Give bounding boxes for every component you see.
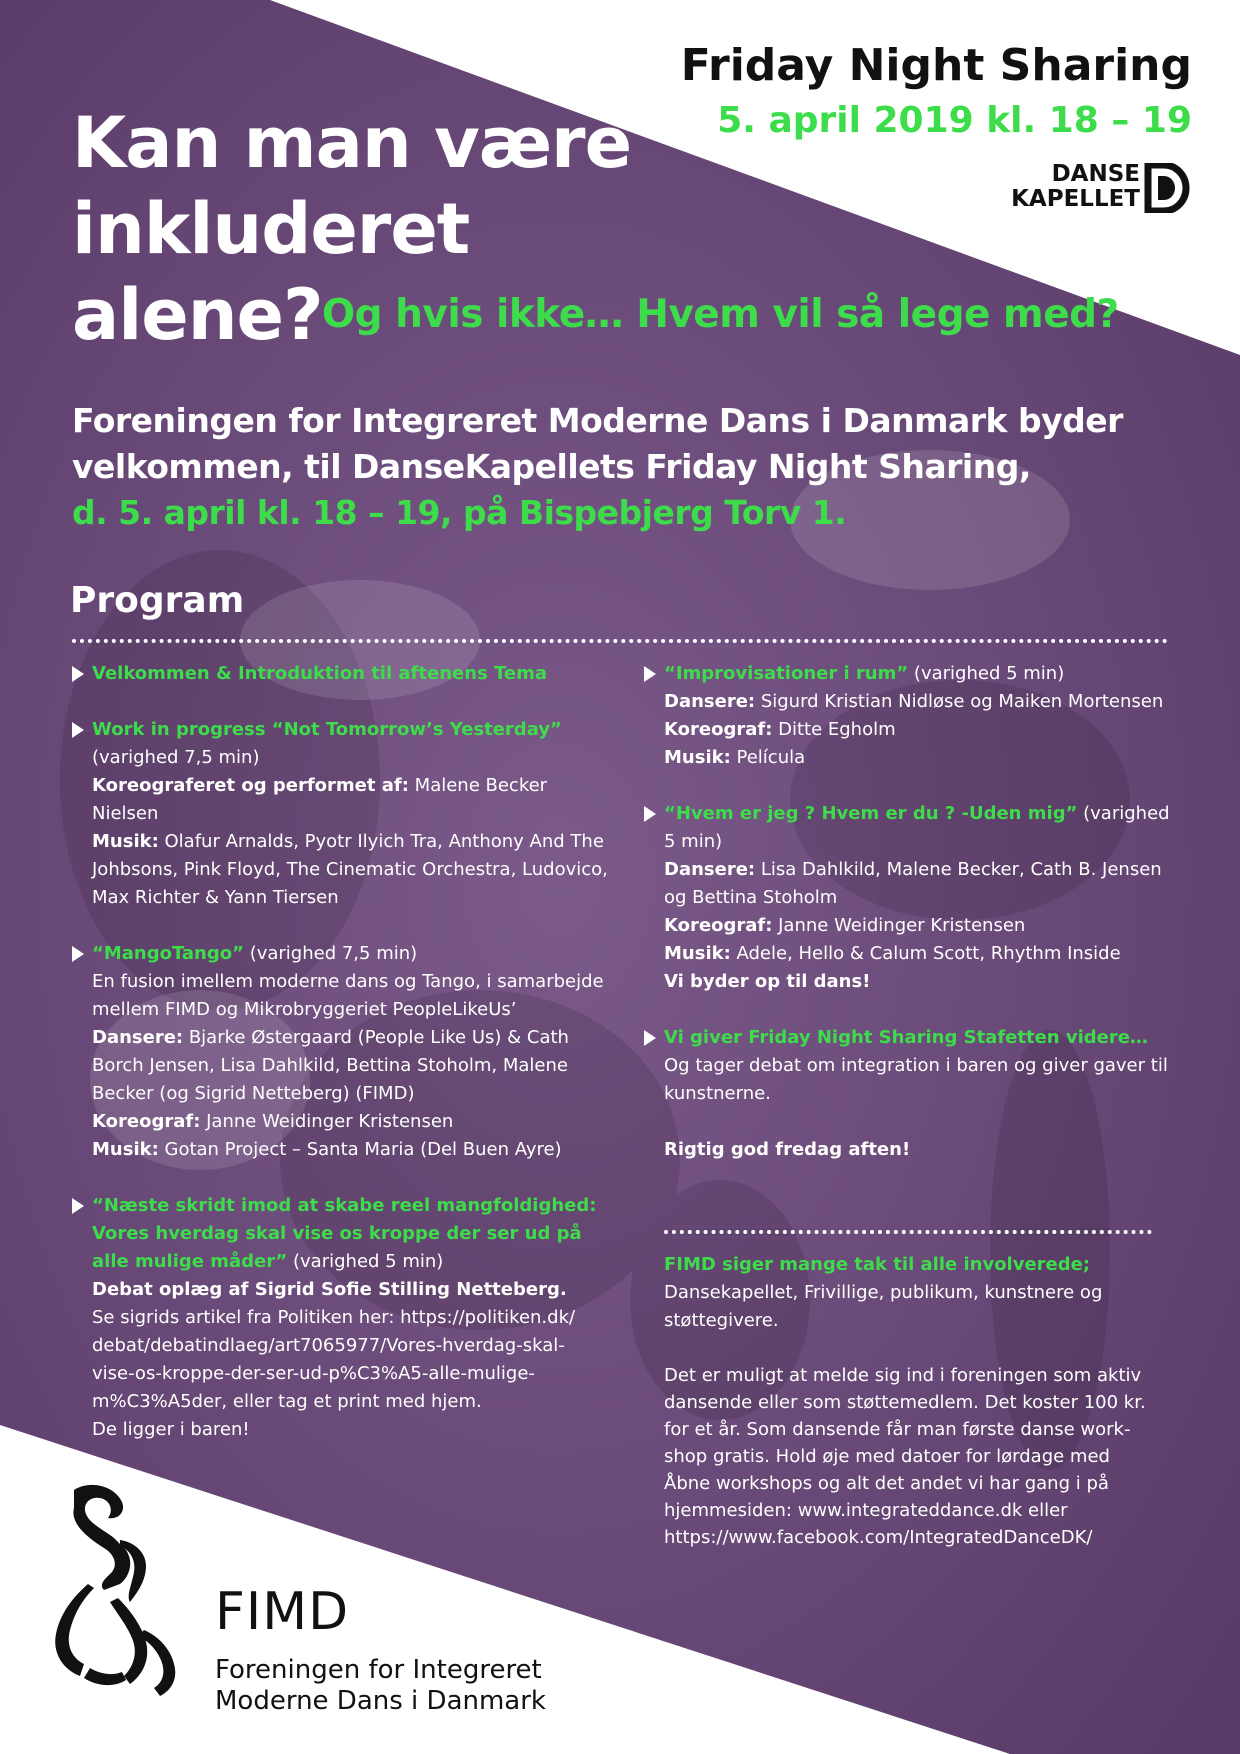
choreo-value: Malene Becker Nielsen [92,775,548,824]
program-item-title: Velkommen & Introduktion til aftenens Tema [92,663,548,684]
arrow-right-icon [644,1030,656,1046]
danse-kapellet-logo [1007,160,1192,216]
membership-text: Det er muligt at melde sig ind i foreningen som aktiv dansende eller som støttemedlem. Det koster 100 kr. for et år. Som dansende får man første danse work- shop gratis. Hold øje med datoer for lørdage med Åbne workshops og alt det andet vi har gang i på hjemmesiden: www.integrateddance.dk eller https://www.facebook.com/IntegratedDanceDK/ [664,1365,1146,1548]
program-left-column [72,660,612,1472]
program-item-title: “MangoTango” [92,943,244,964]
fimd-full-line-2: Moderne Dans i Danmark [215,1686,546,1716]
music-label: Musik: [92,831,159,852]
program-item [72,940,612,1164]
program-item [72,1192,612,1444]
dancers-value: Lisa Dahlkild, Malene Becker, Cath B. Jensen og Bettina Stoholm [664,859,1162,908]
music-value: Adele, Hello & Calum Scott, Rhythm Inside [730,943,1121,964]
spacer [664,1108,1174,1136]
event-date: 5. april 2019 kl. 18 – 19 [717,100,1192,141]
arrow-right-icon [72,666,84,682]
arrow-right-icon [644,666,656,682]
program-item-note: De ligger i baren! [92,1419,250,1440]
program-item-dancers [664,688,1174,716]
program-item-title: Vi giver Friday Night Sharing Stafetten videre… [664,1027,1148,1048]
program-item-dancers [664,856,1174,912]
music-value: Película [730,747,806,768]
choreo-value: Janne Weidinger Kristensen [200,1111,454,1132]
music-value: Olafur Arnalds, Pyotr Ilyich Tra, Anthony And The Johbsons, Pink Floyd, The Cinematic Orchestra, Ludovico, Max Richter & Yann Tiersen [92,831,608,908]
program-item-choreo [664,912,1174,940]
choreo-value: Janne Weidinger Kristensen [772,915,1026,936]
program-item [644,660,1174,772]
program-item-dancers [92,1024,612,1108]
intro-text [72,398,1172,536]
intro-line-3: d. 5. april kl. 18 – 19, på Bispebjerg Torv 1. [72,493,847,532]
fimd-name: FIMD [215,1582,350,1642]
fimd-full-line-1: Foreningen for Integreret [215,1655,542,1685]
choreo-label: Koreograf: [92,1111,201,1132]
dancers-label: Dansere: [664,859,756,880]
danse-kapellet-logo-line1: DANSE [1051,161,1140,187]
danse-kapellet-d-icon [1144,163,1192,213]
fimd-dancer-logo [34,1480,194,1700]
arrow-right-icon [72,1198,84,1214]
arrow-right-icon [72,946,84,962]
arrow-right-icon [644,806,656,822]
choreo-value: Ditte Egholm [772,719,896,740]
dotted-divider [664,1230,1152,1234]
program-item-invite: Vi byder op til dans! [664,971,871,992]
program-item-closing: Rigtig god fredag aften! [664,1139,911,1160]
music-label: Musik: [92,1139,159,1160]
intro-line-2: velkommen, til DanseKapellets Friday Night Sharing, [72,447,1031,486]
program-item-title: Work in progress “Not Tomorrow’s Yesterday” [92,719,562,740]
program-item-duration: (varighed 5 min) [287,1251,444,1272]
thanks-text: Dansekapellet, Frivillige, publikum, kunstnere og støttegivere. [664,1282,1103,1331]
program-item-music [664,940,1174,968]
dancers-label: Dansere: [92,1027,184,1048]
program-item-duration: (varighed 7,5 min) [92,747,260,768]
event-title: Friday Night Sharing [680,40,1192,91]
headline: Kan man være inkluderet alene? [72,102,632,356]
program-item-title: “Hvem er jeg ? Hvem er du ? -Uden mig” [664,803,1078,824]
dancers-value: Bjarke Østergaard (People Like Us) & Cath Borch Jensen, Lisa Dahlkild, Bettina Stoholm, Malene Becker (og Sigrid Netteberg) (FIMD) [92,1027,569,1104]
dancers-label: Dansere: [664,691,756,712]
program-item-choreo [92,1108,612,1136]
program-item-choreo [92,772,612,828]
program-item-music [92,828,612,912]
subheadline: Og hvis ikke… Hvem vil så lege med? [322,292,1119,337]
choreo-label: Koreograferet og performet af: [92,775,409,796]
program-item-description: Se sigrids artikel fra Politiken her: https://politiken.dk/ debat/debatindlaeg/art7065977/Vores-hverdag-skal- vise-os-kroppe-der-ser-ud-p%C3%A5-alle-mulige- m%C3%A5der, eller tag et print med hjem. [92,1307,576,1412]
intro-line-1: Foreningen for Integreret Moderne Dans i Danmark byder [72,401,1123,440]
fimd-full-name [215,1655,546,1717]
dotted-divider [72,639,1168,643]
program-item [644,800,1174,996]
program-item-duration: (varighed 5 min) [908,663,1065,684]
program-item-choreo [664,716,1174,744]
program-item-description: Og tager debat om integration i baren og giver gaver til kunstnerne. [664,1055,1168,1104]
program-item-music [92,1136,612,1164]
music-label: Musik: [664,747,731,768]
program-right-column [644,660,1174,1192]
choreo-label: Koreograf: [664,719,773,740]
program-item-duration: (varighed 7,5 min) [243,943,418,964]
program-item-title: “Improvisationer i rum” [664,663,909,684]
program-item-title: “Næste skridt imod at skabe reel mangfoldighed: Vores hverdag skal vise os kroppe der ser ud på alle mulige måder” [92,1195,597,1272]
music-label: Musik: [664,943,731,964]
choreo-label: Koreograf: [664,915,773,936]
program-item [72,716,612,912]
thanks-block [664,1251,1164,1335]
music-value: Gotan Project – Santa Maria (Del Buen Ayre) [158,1139,562,1160]
arrow-right-icon [72,722,84,738]
program-item-music [664,744,1174,772]
program-heading: Program [70,580,245,621]
program-item-debate: Debat oplæg af Sigrid Sofie Stilling Netteberg. [92,1279,567,1300]
program-item [644,1024,1174,1164]
program-item [72,660,612,688]
danse-kapellet-logo-line2: KAPELLET [1011,186,1140,212]
thanks-title: FIMD siger mange tak til alle involverede; [664,1254,1091,1275]
dancers-value: Sigurd Kristian Nidløse og Maiken Mortensen [755,691,1164,712]
program-item-description: En fusion imellem moderne dans og Tango, i samarbejde mellem FIMD og Mikrobryggeriet PeopleLikeUs’ [92,971,604,1020]
program-item-duration: (varighed 5 min) [664,803,1170,852]
